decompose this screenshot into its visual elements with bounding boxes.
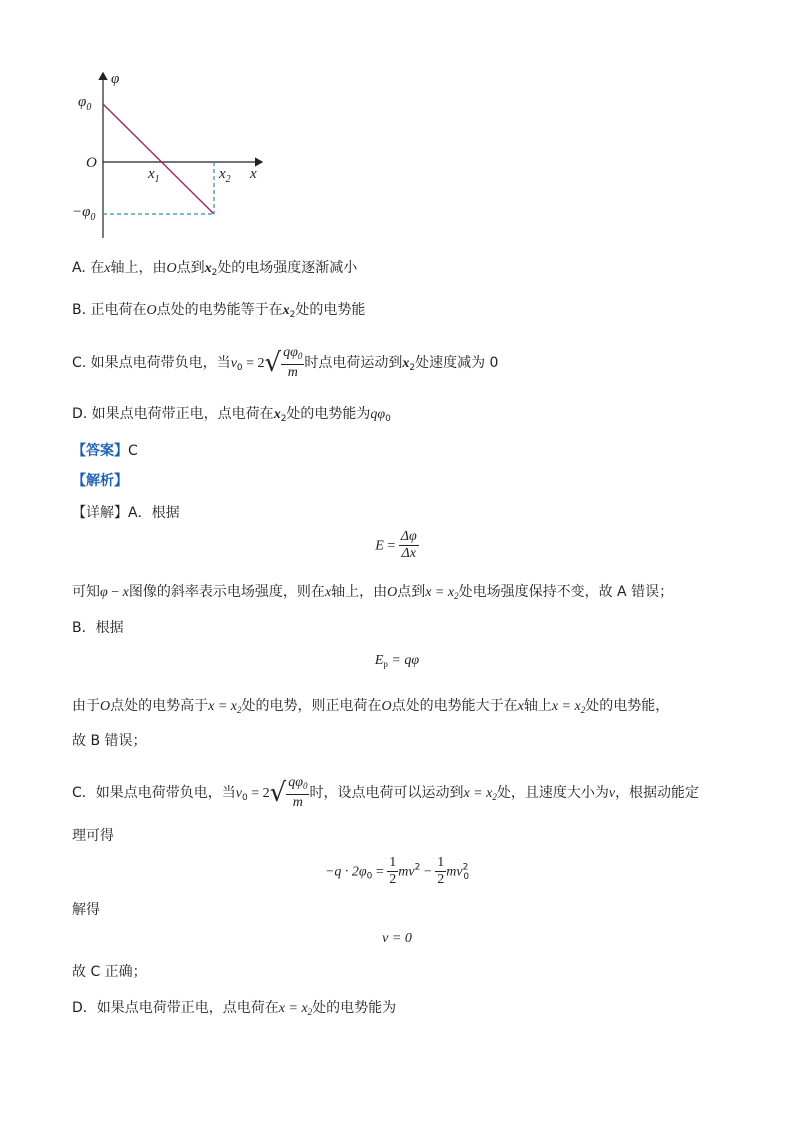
detail-b-conclusion: 故 B 错误； [72, 733, 147, 749]
analysis-line [72, 471, 128, 491]
analysis-label: 【解析】 [72, 473, 128, 489]
answer-label: 【答案】 [72, 443, 128, 459]
detail-c-conclusion: 故 C 正确； [72, 964, 147, 980]
answer-value: C [128, 443, 138, 459]
neg-phi0-label: $-\varphi_0$ [72, 204, 96, 223]
option-c: C. 如果点电荷带负电，当$v_0 = 2√$ $\frac{q\varphi_0}{m}$ 时点电荷运动到$x_2$处速度减为 0 [72, 345, 499, 380]
detail-b-text: 由于O点处的电势高于$x = x_2$处的电势，则正电荷在O点处的电势能大于在x轴上$x = x_2$处的电势能， [72, 698, 670, 715]
detail-a-intro: 【详解】A．根据 [72, 505, 180, 521]
detail-c-text2: 理可得 [72, 828, 114, 844]
detail-c-solve: 解得 [72, 902, 100, 918]
detail-b-intro: B．根据 [72, 620, 124, 636]
equation-e-field: E = $\frac{\Delta\varphi}{\Delta x}$ [375, 529, 417, 561]
origin-label: O [86, 155, 97, 171]
equation-v-zero: v = 0 [382, 931, 412, 946]
x-axis-label: x [250, 166, 257, 182]
detail-c-text: C．如果点电荷带负电，当$v_0 = 2√$ $\frac{q\varphi_0}{m}$ 时，设点电荷可以运动到$x = x_2$处，且速度大小为v，根据动能定 [72, 775, 700, 810]
phi-line [103, 104, 214, 214]
equation-energy: $-q \cdot 2\varphi_0$ = $\frac{1}{2}$ $mv^2$ − $\frac{1}{2}$ $mv^2_0$ [324, 855, 470, 887]
x1-label: $x_1$ [148, 166, 160, 185]
option-d: D. 如果点电荷带正电，点电荷在$x_2$处的电势能为$q\varphi_0$ [72, 406, 391, 424]
y-axis-label: φ [111, 71, 120, 87]
equation-ep: $E_p = q\varphi$ [374, 653, 420, 669]
option-b: B. 正电荷在O点处的电势能等于在$x_2$处的电势能 [72, 302, 366, 320]
answer-line [72, 441, 138, 461]
phi0-label: $\varphi_0$ [78, 94, 92, 113]
option-a: A. 在x轴上，由O点到$x_2$处的电场强度逐渐减小 [72, 260, 358, 278]
x2-label: $x_2$ [219, 166, 231, 185]
detail-a-text: 可知φ − x图像的斜率表示电场强度，则在x轴上，由O点到$x = x_2$处电场强度保持不变，故 A 错误； [72, 584, 674, 601]
phi-x-graph [72, 68, 292, 248]
detail-d-text: D．如果点电荷带正电，点电荷在$x = x_2$处的电势能为 [72, 1000, 397, 1017]
